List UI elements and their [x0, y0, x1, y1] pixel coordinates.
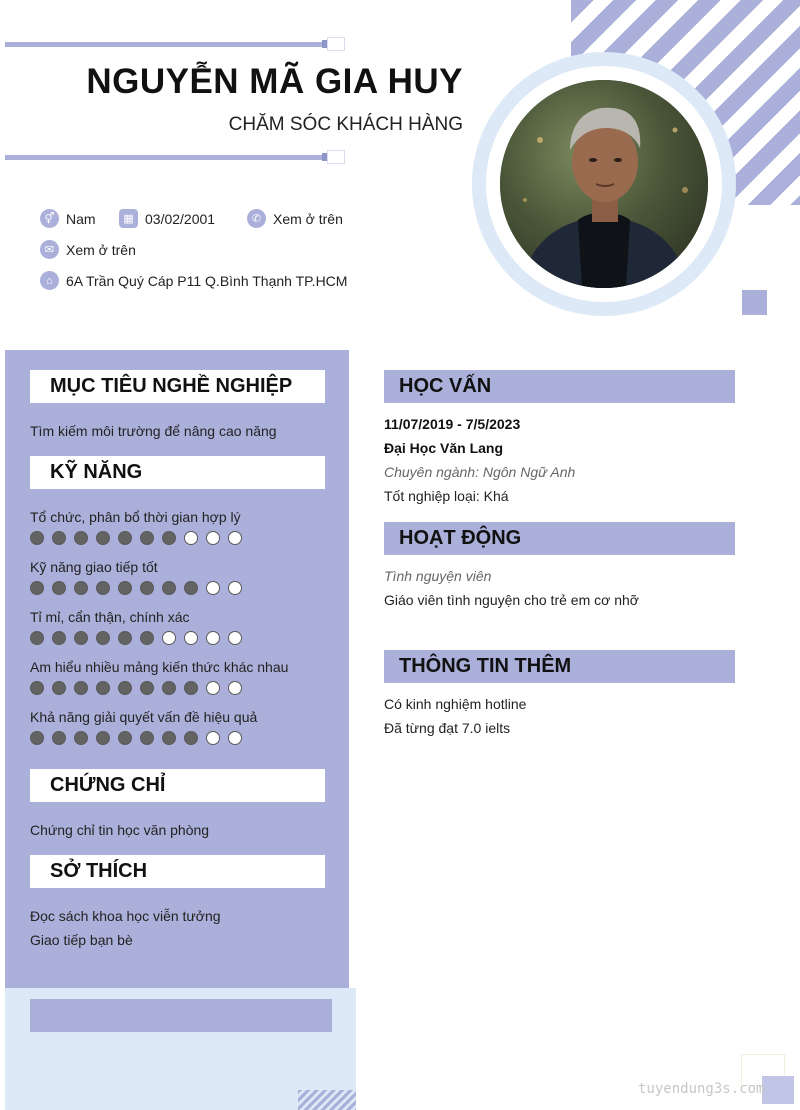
- rating-dot-filled: [118, 681, 132, 695]
- education-major: Chuyên ngành: Ngôn Ngữ Anh: [384, 464, 576, 480]
- phone-icon: ✆: [247, 209, 266, 228]
- certificate-text: Chứng chỉ tin học văn phòng: [30, 822, 210, 838]
- contact-phone: [247, 209, 343, 228]
- additional-info-heading: THÔNG TIN THÊM: [384, 650, 735, 683]
- skill-name: Kỹ năng giao tiếp tốt: [30, 559, 158, 575]
- header-top-line: [5, 42, 330, 47]
- contact-email-value: Xem ở trên: [66, 241, 136, 258]
- rating-dot-empty: [206, 581, 220, 595]
- hobby-item: Giao tiếp bạn bè: [30, 932, 133, 948]
- contact-email: [40, 240, 136, 259]
- skill-rating: [30, 581, 250, 595]
- rating-dot-filled: [118, 531, 132, 545]
- education-school: Đại Học Văn Lang: [384, 440, 504, 456]
- profile-photo-illustration: [500, 80, 708, 288]
- rating-dot-filled: [30, 731, 44, 745]
- rating-dot-filled: [140, 531, 154, 545]
- contact-birthdate-value: 03/02/2001: [145, 210, 216, 227]
- decor-square: [742, 290, 767, 315]
- activity-role: Tình nguyện viên: [384, 568, 492, 584]
- contact-phone-value: Xem ở trên: [273, 210, 343, 227]
- rating-dot-filled: [162, 731, 176, 745]
- rating-dot-filled: [30, 581, 44, 595]
- rating-dot-empty: [228, 731, 242, 745]
- activity-description: Giáo viên tình nguyện cho trẻ em cơ nhỡ: [384, 592, 639, 608]
- rating-dot-empty: [228, 531, 242, 545]
- rating-dot-filled: [96, 631, 110, 645]
- skill-rating: [30, 631, 250, 645]
- education-heading: HỌC VẤN: [384, 370, 735, 403]
- rating-dot-filled: [30, 531, 44, 545]
- objective-text: Tìm kiếm môi trường để nâng cao năng: [30, 423, 277, 439]
- rating-dot-filled: [118, 581, 132, 595]
- hobbies-heading: SỞ THÍCH: [30, 855, 325, 888]
- rating-dot-filled: [52, 681, 66, 695]
- skill-name: Tổ chức, phân bổ thời gian hợp lý: [30, 509, 241, 525]
- profile-photo: [500, 80, 708, 288]
- rating-dot-filled: [118, 731, 132, 745]
- calendar-icon: ▦: [119, 209, 138, 228]
- watermark-square: [762, 1076, 794, 1104]
- rating-dot-filled: [30, 681, 44, 695]
- header-top-line-end: [327, 37, 345, 51]
- left-footer-bar: [30, 999, 332, 1032]
- candidate-name: NGUYỄN MÃ GIA HUY: [86, 62, 463, 101]
- rating-dot-filled: [184, 581, 198, 595]
- rating-dot-filled: [30, 631, 44, 645]
- skill-rating: [30, 731, 250, 745]
- rating-dot-empty: [228, 581, 242, 595]
- rating-dot-filled: [140, 681, 154, 695]
- education-period: 11/07/2019 - 7/5/2023: [384, 416, 521, 432]
- hobby-item: Đọc sách khoa học viễn tưởng: [30, 908, 221, 924]
- rating-dot-empty: [228, 681, 242, 695]
- rating-dot-filled: [140, 631, 154, 645]
- watermark-text: tuyendung3s.com: [638, 1081, 765, 1097]
- rating-dot-empty: [206, 731, 220, 745]
- skills-heading: KỸ NĂNG: [30, 456, 325, 489]
- rating-dot-empty: [162, 631, 176, 645]
- rating-dot-filled: [140, 731, 154, 745]
- rating-dot-filled: [52, 731, 66, 745]
- skill-rating: [30, 531, 250, 545]
- mail-icon: ✉: [40, 240, 59, 259]
- header-bottom-line-end: [327, 150, 345, 164]
- certificates-heading: CHỨNG CHỈ: [30, 769, 325, 802]
- skill-name: Am hiểu nhiều mảng kiến thức khác nhau: [30, 659, 289, 675]
- contact-address: [40, 271, 347, 290]
- rating-dot-empty: [206, 681, 220, 695]
- rating-dot-filled: [118, 631, 132, 645]
- contact-birthdate: [119, 209, 215, 228]
- rating-dot-filled: [162, 681, 176, 695]
- rating-dot-empty: [228, 631, 242, 645]
- rating-dot-empty: [184, 631, 198, 645]
- rating-dot-filled: [74, 531, 88, 545]
- contact-gender-value: Nam: [66, 210, 96, 227]
- skill-rating: [30, 681, 250, 695]
- rating-dot-filled: [52, 631, 66, 645]
- contact-gender: [40, 209, 96, 228]
- additional-info-item: Có kinh nghiệm hotline: [384, 696, 527, 712]
- rating-dot-filled: [184, 731, 198, 745]
- education-grade: Tốt nghiệp loại: Khá: [384, 488, 509, 504]
- footer-stripes: [298, 1090, 356, 1110]
- rating-dot-filled: [96, 531, 110, 545]
- rating-dot-filled: [74, 681, 88, 695]
- rating-dot-filled: [52, 531, 66, 545]
- rating-dot-filled: [140, 581, 154, 595]
- job-title: CHĂM SÓC KHÁCH HÀNG: [228, 114, 463, 135]
- skill-name: Tỉ mỉ, cẩn thận, chính xác: [30, 609, 190, 625]
- activities-heading: HOẠT ĐỘNG: [384, 522, 735, 555]
- rating-dot-filled: [52, 581, 66, 595]
- rating-dot-empty: [206, 631, 220, 645]
- rating-dot-filled: [96, 731, 110, 745]
- rating-dot-empty: [206, 531, 220, 545]
- rating-dot-filled: [74, 631, 88, 645]
- rating-dot-empty: [184, 531, 198, 545]
- gender-icon: ⚥: [40, 209, 59, 228]
- additional-info-item: Đã từng đạt 7.0 ielts: [384, 720, 511, 736]
- skill-name: Khả năng giải quyết vấn đề hiệu quả: [30, 709, 258, 725]
- objective-heading: MỤC TIÊU NGHỀ NGHIỆP: [30, 370, 325, 403]
- rating-dot-filled: [184, 681, 198, 695]
- rating-dot-filled: [96, 681, 110, 695]
- contact-address-value: 6A Trần Quý Cáp P11 Q.Bình Thạnh TP.HCM: [66, 272, 348, 289]
- rating-dot-filled: [74, 581, 88, 595]
- header-bottom-line: [5, 155, 330, 160]
- home-icon: ⌂: [40, 271, 59, 290]
- rating-dot-filled: [162, 531, 176, 545]
- rating-dot-filled: [162, 581, 176, 595]
- rating-dot-filled: [96, 581, 110, 595]
- rating-dot-filled: [74, 731, 88, 745]
